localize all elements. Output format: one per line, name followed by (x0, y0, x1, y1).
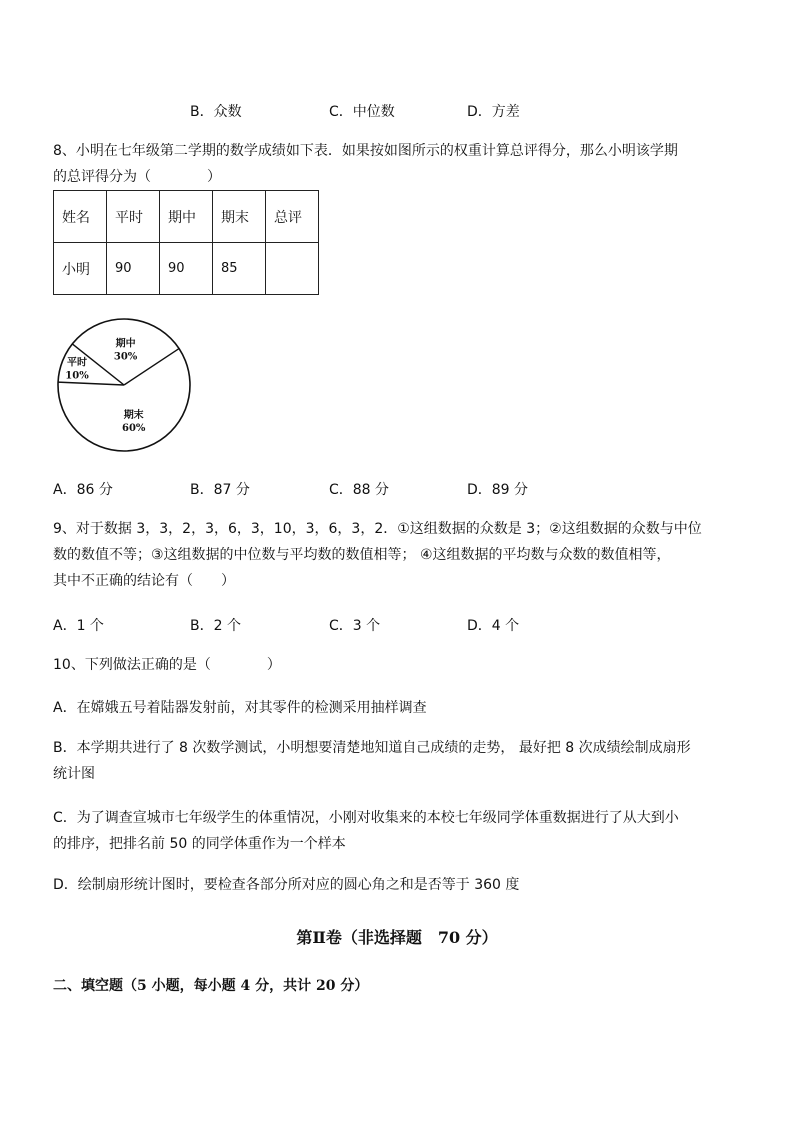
table-header-cell: 期末 (213, 191, 266, 243)
pie-slice-percent: 60% (121, 422, 146, 434)
pie-slice-divider (58, 382, 124, 385)
q9-stem-line3: 其中不正确的结论有（ ） (53, 573, 235, 589)
q10-option-d: D．绘制扇形统计图时，要检查各部分所对应的圆心角之和是否等于 360 度 (53, 877, 520, 893)
q8-option-a: A．86 分 (53, 482, 113, 498)
pie-slice-percent: 10% (65, 370, 89, 382)
q10-stem: 10、下列做法正确的是（ ） (53, 657, 281, 673)
q7-option-d: D．方差 (467, 104, 520, 120)
q10-option-b-line2: 统计图 (53, 766, 95, 782)
table-cell: 90 (107, 243, 160, 295)
pie-slice-label: 平时 (67, 357, 88, 369)
q8-option-c: C．88 分 (329, 482, 390, 498)
q7-option-c: C．中位数 (329, 104, 395, 120)
table-cell: 小明 (54, 243, 107, 295)
pie-slice-percent: 30% (113, 351, 138, 363)
q9-option-c: C．3 个 (329, 618, 381, 634)
q9-option-a: A．1 个 (53, 618, 104, 634)
q9-stem-line2: 数的数值不等；③这组数据的中位数与平均数的数值相等； ④这组数据的平均数与众数的数值相等， (53, 547, 671, 563)
table-header-cell: 姓名 (54, 191, 107, 243)
q8-option-b: B．87 分 (190, 482, 250, 498)
table-cell: 85 (213, 243, 266, 295)
table-row (54, 243, 319, 295)
q10-option-c-line1: C．为了调查宣城市七年级学生的体重情况，小刚对收集来的本校七年级同学体重数据进行了从大到小 (53, 810, 679, 826)
table-header-row (54, 191, 319, 243)
table-header-cell: 总评 (266, 191, 319, 243)
table-header-cell: 期中 (160, 191, 213, 243)
q10-option-c-line2: 的排序，把排名前 50 的同学体重作为一个样本 (53, 836, 346, 852)
q8-stem-line1: 8、小明在七年级第二学期的数学成绩如下表．如果按如图所示的权重计算总评得分，那么小明该学期 (53, 143, 678, 159)
score-table (53, 190, 319, 295)
table-cell: 90 (160, 243, 213, 295)
table-cell (266, 243, 319, 295)
q9-stem-line1: 9、对于数据 3，3，2，3，6，3，10，3，6，3，2．①这组数据的众数是 3；②这组数据的众数与中位 (53, 521, 702, 537)
pie-slice-label: 期中 (115, 338, 136, 350)
q10-option-b-line1: B．本学期共进行了 8 次数学测试，小明想要清楚地知道自己成绩的走势， 最好把 8 次成绩绘制成扇形 (53, 740, 691, 756)
pie-slice-label: 期末 (123, 409, 144, 421)
q7-option-b: B．众数 (190, 104, 242, 120)
table-header-cell: 平时 (107, 191, 160, 243)
section-heading: 二、填空题（5 小题，每小题 4 分，共计 20 分） (53, 978, 369, 994)
q10-option-a: A．在嫦娥五号着陆器发射前，对其零件的检测采用抽样调查 (53, 700, 427, 716)
q9-option-d: D．4 个 (467, 618, 520, 634)
section-title: 第Ⅱ卷（非选择题 70 分） (296, 928, 498, 947)
q8-option-d: D．89 分 (467, 482, 529, 498)
q8-stem-line2: 的总评得分为（ ） (53, 169, 221, 185)
weight-pie-chart (56, 317, 192, 453)
q9-option-b: B．2 个 (190, 618, 241, 634)
